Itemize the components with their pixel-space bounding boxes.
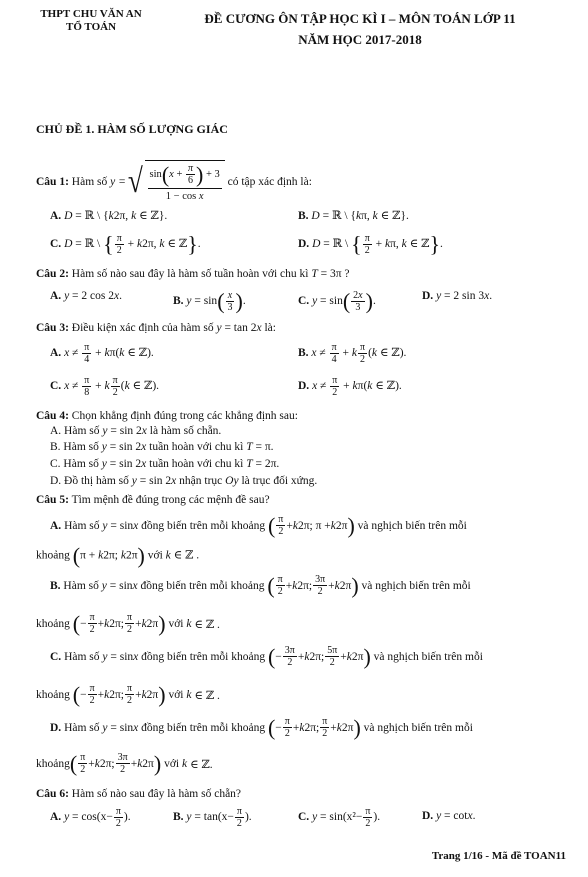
question-3: Câu 3: Điều kiện xác định của hàm số y = tan 2x là:	[36, 322, 276, 334]
department-name: TỔ TOÁN	[65, 21, 117, 33]
q6-option-a: A. y = cos(x− $\frac{\pi}{2}$ ).	[50, 806, 131, 829]
q2-option-b: B. y = sin( $\frac{x}{3}$ ).	[173, 288, 246, 314]
q5-option-d: D. Hàm số y = sin x đồng biến trên mỗi khoảng ( − $\frac{\pi}{2}$ + k 2π; $\frac{\pi}{2}$ + k 2π ) và nghịch biến trên mỗi	[50, 714, 473, 740]
q4-option-d: D. Đồ thị hàm số y = sin 2x nhận trục Oy là trục đối xứng.	[50, 475, 318, 487]
q2-option-d: D. y = 2 sin 3x.	[422, 290, 493, 302]
school-year: NĂM HỌC 2017-2018	[298, 32, 422, 47]
q5-option-c: C. Hàm số y = sin x đồng biến trên mỗi khoảng ( − $\frac{3\pi}{2}$ + k 2π; $\frac{5\pi}{2}$ + k 2π ) và nghịch biến trên mỗi	[50, 643, 483, 669]
q1-option-b: B. D = ℝ \ {kπ, k ∈ ℤ}.	[298, 210, 409, 222]
q3-option-b: B. x ≠ $\frac{\pi}{4}$ + k $\frac{\pi}{2}$ (k ∈ ℤ).	[298, 342, 407, 365]
question-5: Câu 5: Tìm mệnh đề đúng trong các mệnh đề sau?	[36, 494, 270, 506]
question-6: Câu 6: Hàm số nào sau đây là hàm số chẵn?	[36, 788, 242, 800]
q3-option-c: C. x ≠ $\frac{\pi}{8}$ + k $\frac{\pi}{2}$ (k ∈ ℤ).	[50, 375, 160, 398]
question-1	[36, 160, 312, 203]
q5-option-a: A. Hàm số y = sin x đồng biến trên mỗi khoảng ( $\frac{\pi}{2}$ + k 2π; π + k 2π ) và nghịch biến trên mỗi	[50, 512, 467, 538]
q5-d-interval: khoảng ( $\frac{\pi}{2}$ + k 2π; $\frac{3\pi}{2}$ + k 2π ) với k ∈ ℤ.	[36, 750, 213, 776]
sqrt-formula: √ sin ( x + $\frac{\pi}{6}$ ) + 3 1 − cos x	[126, 160, 225, 203]
question-2: Câu 2: Hàm số nào sau đây là hàm số tuần hoàn với chu kì T = 3π ?	[36, 268, 350, 280]
q5-c-interval: khoảng ( − $\frac{\pi}{2}$ + k 2π; $\frac{\pi}{2}$ + k 2π ) với k ∈ ℤ .	[36, 681, 220, 707]
header-right	[160, 8, 560, 50]
question-text: có tập xác định là:	[227, 175, 312, 188]
q3-option-d: D. x ≠ $\frac{\pi}{2}$ + kπ(k ∈ ℤ).	[298, 375, 402, 398]
q2-option-c: C. y = sin( $\frac{2x}{3}$ ).	[298, 288, 376, 314]
q2-option-a: A. y = 2 cos 2x.	[50, 290, 122, 302]
question-text: Hàm số	[71, 175, 108, 188]
q1-option-c: C. D = ℝ \ { $\frac{\pi}{2}$ + k2π, k ∈ ℤ}.	[50, 231, 201, 257]
school-name: THPT CHU VĂN AN	[40, 8, 142, 20]
q4-option-a: A. Hàm số y = sin 2x là hàm số chẵn.	[50, 425, 222, 437]
q3-option-a: A. x ≠ $\frac{\pi}{4}$ + kπ(k ∈ ℤ).	[50, 342, 154, 365]
q1-option-a: A. D = ℝ \ {k2π, k ∈ ℤ}.	[50, 210, 168, 222]
q4-option-b: B. Hàm số y = sin 2x tuần hoàn với chu kì T = π.	[50, 441, 274, 453]
q6-option-d: D. y = cotx.	[422, 810, 476, 822]
q1-option-d: D. D = ℝ \ { $\frac{\pi}{2}$ + kπ, k ∈ ℤ}.	[298, 231, 443, 257]
page-footer: Trang 1/16 - Mã đề TOAN11	[431, 850, 566, 862]
q5-b-interval: khoảng ( − $\frac{\pi}{2}$ + k 2π; $\frac{\pi}{2}$ + k 2π ) với k ∈ ℤ .	[36, 610, 220, 636]
q6-option-b: B. y = tan(x− $\frac{\pi}{2}$ ).	[173, 806, 252, 829]
question-label: Câu 1:	[36, 175, 69, 188]
document-title: ĐỀ CƯƠNG ÔN TẬP HỌC KÌ I – MÔN TOÁN LỚP 11	[204, 11, 516, 26]
header-left	[36, 8, 146, 34]
q6-option-c: C. y = sin(x²− $\frac{\pi}{2}$ ).	[298, 806, 381, 829]
topic-heading: CHỦ ĐỀ 1. HÀM SỐ LƯỢNG GIÁC	[36, 122, 228, 136]
q5-option-b: B. Hàm số y = sin x đồng biến trên mỗi khoảng ( $\frac{\pi}{2}$ + k 2π; $\frac{3\pi}{2}$ + k 2π ) và nghịch biến trên mỗi	[50, 572, 471, 598]
q5-a-interval: khoảng (π + k2π; k2π) với k ∈ ℤ .	[36, 543, 200, 568]
q4-option-c: C. Hàm số y = sin 2x tuần hoàn với chu kì T = 2π.	[50, 458, 280, 470]
question-4: Câu 4: Chọn khẳng định đúng trong các khẳng định sau:	[36, 410, 298, 422]
formula: y =	[110, 175, 126, 188]
